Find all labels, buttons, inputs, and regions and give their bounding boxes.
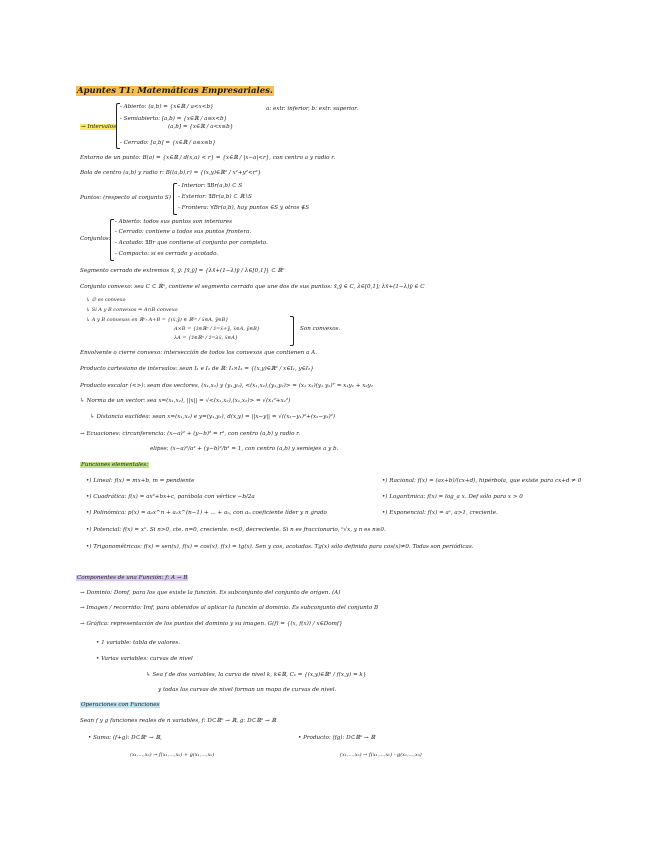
cv1: ↳ ∅ es convexo xyxy=(86,297,126,303)
operaciones: Sean f y g funciones reales de n variables, f: D⊂ℝⁿ → ℝ, g: D⊂ℝⁿ → ℝ xyxy=(80,718,277,724)
c-cerrado: - Cerrado: contiene a todos sus puntos frontera. xyxy=(115,229,252,235)
componentes-label-text: Componentes de una Función: f: A → B xyxy=(77,575,188,581)
int-semi2: (a,b] = {x∈ℝ / a<x≤b} xyxy=(168,124,234,130)
envolvente: Envolvente o cierre convexo: intersección de todos los convexos que contienen a A. xyxy=(80,350,317,356)
producto-esc: Producto escalar (<>): sean dos vectores, (x₁,x₂) y (y₁,y₂), <(x₁,x₂),(y₁,y₂)> = (x₁ x₂)(y₁ y₂)ᵀ = x₁y₁ + x₂y₂ xyxy=(80,383,374,389)
operaciones-label xyxy=(80,702,160,709)
funciones-label xyxy=(80,462,149,469)
f-cuadratica: •) Cuadrática: f(x) = ax²+bx+c, parábola con vértice −b/2a xyxy=(86,494,255,500)
distancia: ↳ Distancia euclídea: sean x=(x₁,x₂) e y=(y₁,y₂), d(x,y) = ||x−y|| = √((x₁−y₁)²+(x₂−y₂)²) xyxy=(90,414,336,420)
f-polinomica: •) Polinómica: p(x) = a₀x^n + a₁x^(n−1) + ... + aₙ, con aₙ coeficiente líder y n grado xyxy=(86,510,327,516)
conj-label: Conjuntos: xyxy=(80,236,111,242)
producto-def: (x₁,...,xₙ) → f(x₁,...,xₙ) · g(x₁,...,xₙ) xyxy=(340,752,422,758)
cv2: ↳ Si A y B convexos ⇒ A∩B convexo xyxy=(86,307,178,313)
segmento: Segmento cerrado de extremos x̄, ȳ: [x̄,ȳ] = {λx̄+(1−λ)ȳ / λ∈[0,1]} ⊂ ℝⁿ xyxy=(80,268,285,274)
elipse: elipse: (x−a)²/a² + (y−b)²/b² = 1, con centro (a,b) y semiejes a y b. xyxy=(150,446,339,452)
operaciones-label-text: Operaciones con Funciones xyxy=(81,702,160,708)
componentes-label xyxy=(76,575,188,582)
c-abierto: - Abierto: todos sus puntos son interiores xyxy=(115,219,232,225)
producto-cart: Producto cartesiano de intervalos: sean I₁ e I₂ de ℝ: I₁×I₂ = {(x,y)∈ℝ² / x∈I₁, y∈I₂} xyxy=(80,366,314,372)
cv4: A×B = {z̄∈ℝⁿ / z̄=x̄+ȳ, x̄∈A, ȳ∈B} xyxy=(174,326,260,332)
p-interior: - Interior: ∃Br(a,b) ⊂ S xyxy=(178,183,243,189)
producto: • Producto: (fg): D⊂ℝⁿ → ℝ xyxy=(298,735,376,741)
brace-puntos xyxy=(173,183,177,215)
puntos-label: Puntos: (respecto al conjunto S) xyxy=(80,195,171,201)
nivel1: ↳ Sea f de dos variables, la curva de nivel k, k∈ℝ, Cₖ = {(x,y)∈ℝ² / f(x,y) = k} xyxy=(146,672,367,678)
ecuaciones: → Ecuaciones: circunferencia: (x−a)² + (y−b)² = r², con centro (a,b) y radio r. xyxy=(80,431,301,437)
p-frontera: - Frontera: ∀Br(a,b), hay puntos ∈S y otros ∉S xyxy=(178,205,310,211)
dominio: → Dominio: Domf, para los que existe la función. Es subconjunto del conjunto de origen. (A) xyxy=(80,590,341,596)
f-potencial: •) Potencial: f(x) = xⁿ. Si n>0, cte. n=0, creciente. n<0, decreciente. Si n es fraccionario, ⁿ√x, y n es n≥0. xyxy=(86,527,386,533)
brace-convexos xyxy=(290,316,294,346)
title-text: Apuntes T1: Matemáticas Empresariales. xyxy=(77,86,273,96)
cv3: ↳ A y B convexos en ℝⁿ: A+B = {(x̄,ȳ) ∈ ℝ²ⁿ / x̄∈A, ȳ∈B} xyxy=(86,317,229,323)
nivel2: y todas las curvas de nivel forman un mapa de curvas de nivel. xyxy=(158,687,337,693)
imagen: → Imagen / recorrido: Imf, para obtenidos al aplicar la función al dominio. Es subconjunto del conjunto B xyxy=(80,605,379,611)
suma: • Suma: (f+g): D⊂ℝⁿ → ℝ, xyxy=(88,735,162,741)
brace-conjuntos xyxy=(110,219,114,261)
int-label-text: → Intervalos xyxy=(81,124,117,130)
f-lineal: •) Lineal: f(x) = mx+b, m = pendiente xyxy=(86,478,195,484)
c-acotado: - Acotado: ∃Br que contiene al conjunto por completo. xyxy=(115,240,268,246)
c-compacto: - Compacto: si es cerrado y acotado. xyxy=(115,251,219,257)
int-cerrado: - Cerrado: [a,b] = {x∈ℝ / a≤x≤b} xyxy=(120,140,216,146)
int-label xyxy=(80,124,117,131)
una-var: • 1 variable: tabla de valores. xyxy=(96,640,181,646)
suma-def: (x₁,...,xₙ) → f(x₁,...,xₙ) + g(x₁,...,xₙ) xyxy=(130,752,215,758)
convexo: Conjunto convexo: sea C ⊂ ℝⁿ, contiene el segmento cerrado que une dos de sus puntos: x̄,ȳ ∈ C, λ∈[0,1]; λx̄+(1−λ)ȳ ∈ C xyxy=(80,284,425,290)
cv5: λA = {z̄∈ℝⁿ / z̄=λx̄, x̄∈A} xyxy=(174,335,239,341)
entorno: Entorno de un punto: B(a) = {x∈ℝ / d(x,a) < r} = {x∈ℝ / |x−a|<r}, con centro a y radio r. xyxy=(80,155,336,161)
bola: Bola de centro (a,b) y radio r: B((a,b),r) = {(x,y)∈ℝ² / x²+y²<r²} xyxy=(80,170,262,176)
f-trig: •) Trigonométricas: f(x) = sen(x), f(x) = cos(x), f(x) = tg(x). Sen y cos, acotadas. Tg(x) sólo definida para cos(x)≠0. Todas son periódicas. xyxy=(86,544,474,550)
cv-note: Son convexos. xyxy=(300,326,341,332)
varias-var: • Varias variables: curvas de nivel xyxy=(96,656,193,662)
int-abierto: - Abierto: (a,b) = {x∈ℝ / a<x<b} xyxy=(120,104,214,110)
norma: ↳ Norma de un vector: sea x=(x₁,x₂), ||x|| = √<(x₁,x₂),(x₁,x₂)> = √(x₁²+x₂²) xyxy=(80,398,291,404)
int-note: a: extr. inferior, b: extr. superior. xyxy=(266,106,359,112)
f-logaritmica: •) Logarítmica: f(x) = log_a x. Def sólo para x > 0 xyxy=(382,494,523,500)
f-racional: •) Racional: f(x) = (ax+b)/(cx+d), hipérbola, que existe para cx+d ≠ 0 xyxy=(382,478,582,484)
p-exterior: - Exterior: ∃Br(a,b) ⊂ ℝ∖S xyxy=(178,194,252,200)
page-title xyxy=(76,88,274,95)
int-semi1: - Semiabierto: [a,b) = {x∈ℝ / a≤x<b} xyxy=(120,116,228,122)
grafica: → Gráfica: representación de los puntos del dominio y su imagen. G(f) = {(x, f(x)) / x∈Domf} xyxy=(80,621,343,627)
f-exponencial: •) Exponencial: f(x) = aˣ, a>1, creciente. xyxy=(382,510,498,516)
funciones-label-text: Funciones elementales: xyxy=(81,462,149,468)
